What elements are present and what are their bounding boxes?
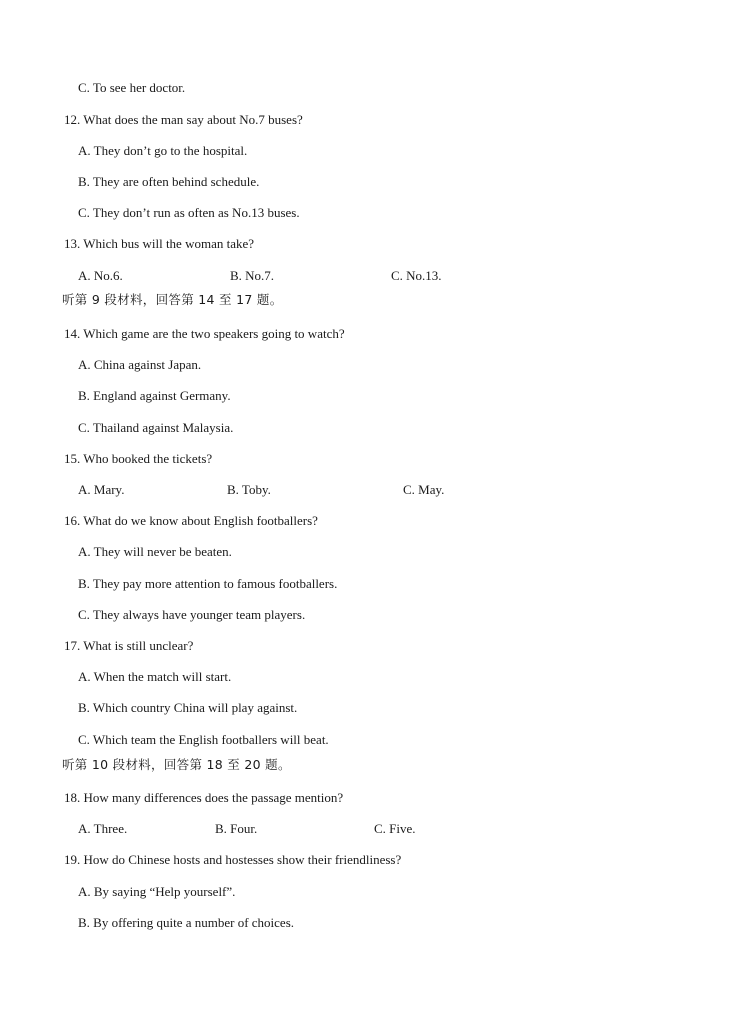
q17-option-c: C. Which team the English footballers will beat. <box>78 732 329 747</box>
q13-option-b: B. No.7. <box>230 268 275 283</box>
q12-question: 12. What does the man say about No.7 buses? <box>64 112 303 127</box>
q18-option-b: B. Four. <box>215 821 258 836</box>
q13-option-c: C. No.13. <box>391 268 442 283</box>
q17-option-a: A. When the match will start. <box>78 669 232 684</box>
q16-question: 16. What do we know about English footballers? <box>64 513 318 528</box>
q15-option-a: A. Mary. <box>78 482 125 497</box>
q18-option-a: A. Three. <box>78 821 128 836</box>
q12-option-b: B. They are often behind schedule. <box>78 174 260 189</box>
q14-question: 14. Which game are the two speakers going to watch? <box>64 326 345 341</box>
q12-option-a: A. They don’t go to the hospital. <box>78 143 248 158</box>
q17-option-b: B. Which country China will play against. <box>78 700 298 715</box>
q13-question: 13. Which bus will the woman take? <box>64 236 255 251</box>
q14-option-b: B. England against Germany. <box>78 388 231 403</box>
q17-question: 17. What is still unclear? <box>64 638 194 653</box>
q16-option-a: A. They will never be beaten. <box>78 544 232 559</box>
q15-option-c: C. May. <box>403 482 445 497</box>
q11-option-c: C. To see her doctor. <box>78 80 186 95</box>
q18-option-c: C. Five. <box>374 821 416 836</box>
q19-question: 19. How do Chinese hosts and hostesses show their friendliness? <box>64 852 402 867</box>
q14-option-c: C. Thailand against Malaysia. <box>78 420 234 435</box>
q14-option-a: A. China against Japan. <box>78 357 202 372</box>
q12-option-c: C. They don’t run as often as No.13 buses. <box>78 205 300 220</box>
q16-option-c: C. They always have younger team players. <box>78 607 306 622</box>
q15-option-b: B. Toby. <box>227 482 271 497</box>
section-instruction-10: 听第 10 段材料，回答第 18 至 20 题。 <box>62 757 291 772</box>
q18-question: 18. How many differences does the passage mention? <box>64 790 344 805</box>
q19-option-a: A. By saying “Help yourself”. <box>78 884 236 899</box>
section-instruction-9: 听第 9 段材料，回答第 14 至 17 题。 <box>62 292 283 307</box>
q13-option-a: A. No.6. <box>78 268 123 283</box>
q15-question: 15. Who booked the tickets? <box>64 451 213 466</box>
q19-option-b: B. By offering quite a number of choices. <box>78 915 295 930</box>
q16-option-b: B. They pay more attention to famous footballers. <box>78 576 338 591</box>
